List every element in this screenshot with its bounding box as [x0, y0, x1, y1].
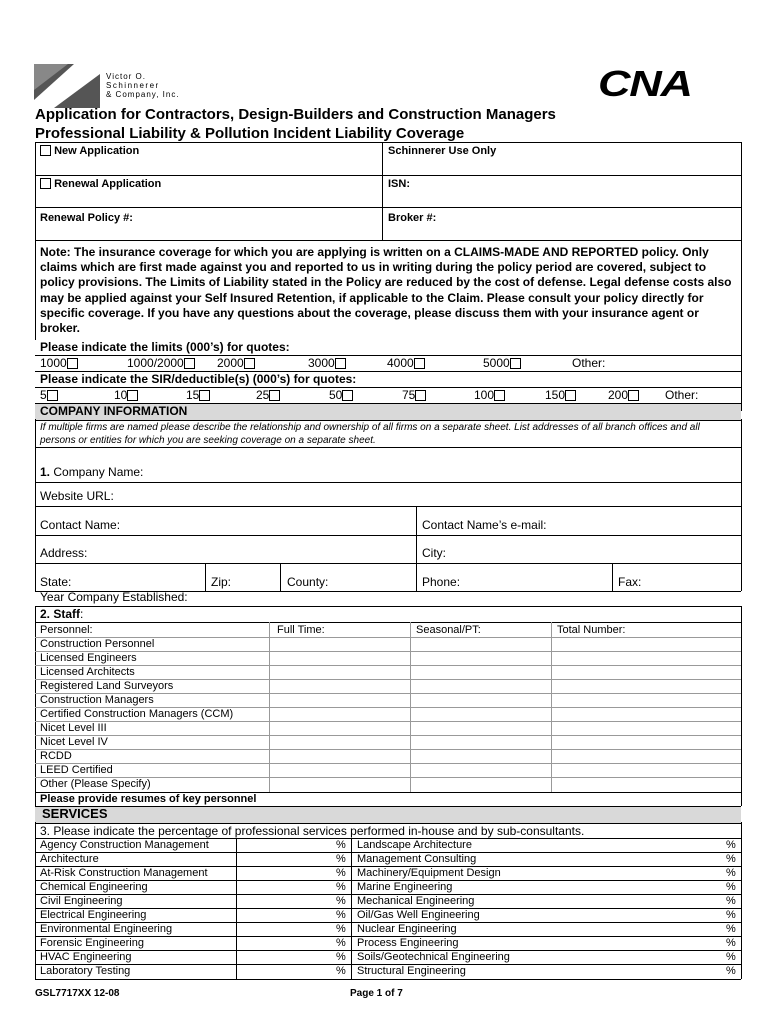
state-field[interactable]: State: — [40, 575, 72, 589]
service-right-percent[interactable]: % — [726, 909, 736, 921]
limit-option-checkbox[interactable] — [335, 358, 346, 369]
fax-field[interactable]: Fax: — [618, 575, 642, 589]
sir-option-checkbox[interactable] — [342, 390, 353, 401]
sir-option-label: 75 — [402, 388, 416, 402]
service-left-label: Environmental Engineering — [40, 923, 173, 935]
contact-name-field[interactable]: Contact Name: — [40, 518, 121, 532]
claims-made-note: Note: The insurance coverage for which you are applying is written on a CLAIMS-MADE AND REPORTED policy. Only claims which are first made against you and reported to us in writing during the policy period are covered, subject to policy provisions. The Limits of Liability stated in the Policy are reduced by the cost of defense. Legal defense costs also may be applied against your Self Insured Retention, if applicable to the Claim. Please consult your policy directly for specific coverage. If you have any questions about the coverage, please discuss them with your insurance agent or broker. — [40, 245, 732, 336]
service-left-label: Agency Construction Management — [40, 839, 209, 851]
service-right-label: Management Consulting — [357, 853, 477, 865]
new-application-label: New Application — [54, 145, 140, 157]
service-right-percent[interactable]: % — [726, 881, 736, 893]
logo-line-3: & Company, Inc. — [106, 90, 180, 99]
schinnerer-logo — [34, 64, 184, 108]
limit-option-label: 3000 — [308, 356, 335, 370]
service-right-percent[interactable]: % — [726, 923, 736, 935]
service-right-percent[interactable]: % — [726, 951, 736, 963]
limit-option-checkbox[interactable] — [67, 358, 78, 369]
service-right-label: Nuclear Engineering — [357, 923, 457, 935]
limit-option-label: 4000 — [387, 356, 414, 370]
service-left-label: Electrical Engineering — [40, 909, 147, 921]
contact-email-field[interactable]: Contact Name’s e-mail: — [422, 518, 547, 532]
staff-row-label: Licensed Architects — [40, 666, 135, 678]
isn-field[interactable]: ISN: — [388, 178, 410, 190]
renewal-policy-field[interactable]: Renewal Policy #: — [40, 212, 133, 224]
limit-option-label: 1000/2000 — [127, 356, 184, 370]
address-field[interactable]: Address: — [40, 546, 88, 560]
sir-option-label: 15 — [186, 388, 200, 402]
staff-row-label: Construction Managers — [40, 694, 154, 706]
page-title-line-2: Professional Liability & Pollution Incident Liability Coverage — [35, 125, 465, 142]
staff-row-label: Construction Personnel — [40, 638, 155, 650]
service-right-label: Soils/Geotechnical Engineering — [357, 951, 510, 963]
limit-option-checkbox[interactable] — [244, 358, 255, 369]
service-left-label: Chemical Engineering — [40, 881, 148, 893]
sir-option-checkbox[interactable] — [47, 390, 58, 401]
sir-option-checkbox[interactable] — [628, 390, 639, 401]
limit-option-checkbox[interactable] — [184, 358, 195, 369]
sir-other-field[interactable]: Other: — [665, 388, 699, 402]
zip-field[interactable]: Zip: — [211, 575, 232, 589]
sir-option-checkbox[interactable] — [269, 390, 280, 401]
company-instructions: If multiple firms are named please describe the relationship and ownership of all firms on a separate sheet. List addresses of all branch offices and all persons or entities for which you are seeking coverage on a separate sheet. — [40, 422, 700, 446]
sir-option-label: 25 — [256, 388, 270, 402]
logo-line-1: Victor O. — [106, 72, 146, 81]
sir-option-label: 5 — [40, 388, 47, 402]
service-right-percent[interactable]: % — [726, 867, 736, 879]
limit-option-label: 2000 — [217, 356, 244, 370]
staff-heading: 2. Staff — [40, 607, 81, 621]
service-left-label: Laboratory Testing — [40, 965, 131, 977]
sir-option-checkbox[interactable] — [415, 390, 426, 401]
services-question: 3. Please indicate the percentage of professional services performed in-house and by sub-consultants. — [40, 824, 585, 838]
service-left-percent[interactable]: % — [336, 853, 346, 865]
staff-col-personnel: Personnel: — [40, 624, 93, 636]
service-right-label: Marine Engineering — [357, 881, 453, 893]
schinnerer-use-only: Schinnerer Use Only — [388, 145, 497, 157]
sir-option-label: 200 — [608, 388, 629, 402]
service-left-percent[interactable]: % — [336, 881, 346, 893]
staff-col-seasonal: Seasonal/PT: — [416, 624, 481, 636]
county-field[interactable]: County: — [287, 575, 329, 589]
limit-option-label: 1000 — [40, 356, 67, 370]
broker-field[interactable]: Broker #: — [388, 212, 437, 224]
company-info-heading: COMPANY INFORMATION — [40, 404, 188, 418]
staff-col-total: Total Number: — [557, 624, 626, 636]
sir-option-checkbox[interactable] — [565, 390, 576, 401]
service-right-percent[interactable]: % — [726, 937, 736, 949]
company-name-field[interactable]: Company Name: — [50, 465, 144, 479]
service-left-percent[interactable]: % — [336, 867, 346, 879]
staff-row-label: LEED Certified — [40, 764, 113, 776]
sir-option-label: 100 — [474, 388, 495, 402]
logo-line-2: Schinnerer — [106, 81, 160, 90]
page-number: Page 1 of 7 — [350, 988, 403, 999]
services-heading: SERVICES — [42, 806, 108, 821]
service-right-label: Mechanical Engineering — [357, 895, 475, 907]
sir-option-label: 50 — [329, 388, 343, 402]
service-left-label: Architecture — [40, 853, 99, 865]
service-left-label: HVAC Engineering — [40, 951, 132, 963]
staff-heading-colon: : — [80, 607, 84, 621]
service-left-percent[interactable]: % — [336, 839, 346, 851]
service-left-label: Civil Engineering — [40, 895, 123, 907]
sir-option-label: 10 — [114, 388, 128, 402]
staff-col-full-time: Full Time: — [277, 624, 325, 636]
limit-option-label: 5000 — [483, 356, 510, 370]
service-left-label: Forensic Engineering — [40, 937, 144, 949]
resumes-note: Please provide resumes of key personnel — [40, 793, 257, 805]
schinnerer-logo-mark-icon — [34, 64, 100, 108]
form-id: GSL7717XX 12-08 — [35, 988, 120, 999]
service-right-label: Oil/Gas Well Engineering — [357, 909, 480, 921]
staff-row-label: Other (Please Specify) — [40, 778, 151, 790]
service-left-percent[interactable]: % — [336, 895, 346, 907]
cna-logo: CNA — [598, 63, 692, 104]
sir-label: Please indicate the SIR/deductible(s) (000’s) for quotes: — [40, 372, 357, 386]
service-left-label: At-Risk Construction Management — [40, 867, 208, 879]
limits-other-field[interactable]: Other: — [572, 356, 606, 370]
sir-option-checkbox[interactable] — [127, 390, 138, 401]
staff-row-label: RCDD — [40, 750, 72, 762]
service-left-percent[interactable]: % — [336, 909, 346, 921]
city-field[interactable]: City: — [422, 546, 446, 560]
service-right-percent[interactable]: % — [726, 895, 736, 907]
service-right-percent[interactable]: % — [726, 853, 736, 865]
limits-label: Please indicate the limits (000’s) for quotes: — [40, 340, 290, 354]
new-application-checkbox[interactable] — [40, 145, 51, 156]
sir-option-checkbox[interactable] — [199, 390, 210, 401]
service-right-label: Landscape Architecture — [357, 839, 472, 851]
year-established-field[interactable]: Year Company Established: — [40, 590, 188, 604]
limit-option-checkbox[interactable] — [510, 358, 521, 369]
service-left-percent[interactable]: % — [336, 951, 346, 963]
staff-row-label: Registered Land Surveyors — [40, 680, 174, 692]
company-name-number: 1. — [40, 465, 51, 479]
sir-option-checkbox[interactable] — [494, 390, 505, 401]
service-right-label: Machinery/Equipment Design — [357, 867, 501, 879]
sir-option-label: 150 — [545, 388, 566, 402]
service-right-percent[interactable]: % — [726, 965, 736, 977]
renewal-application-label: Renewal Application — [54, 178, 162, 190]
service-left-percent[interactable]: % — [336, 965, 346, 977]
page-title-line-1: Application for Contractors, Design-Builders and Construction Managers — [35, 106, 556, 123]
website-url-field[interactable]: Website URL: — [40, 489, 114, 503]
service-left-percent[interactable]: % — [336, 923, 346, 935]
staff-row-label: Nicet Level IV — [40, 736, 108, 748]
phone-field[interactable]: Phone: — [422, 575, 461, 589]
staff-row-label: Certified Construction Managers (CCM) — [40, 708, 234, 720]
service-right-label: Structural Engineering — [357, 965, 466, 977]
renewal-application-checkbox[interactable] — [40, 178, 51, 189]
staff-row-label: Nicet Level III — [40, 722, 107, 734]
service-right-label: Process Engineering — [357, 937, 459, 949]
service-right-percent[interactable]: % — [726, 839, 736, 851]
limit-option-checkbox[interactable] — [414, 358, 425, 369]
service-left-percent[interactable]: % — [336, 937, 346, 949]
staff-row-label: Licensed Engineers — [40, 652, 137, 664]
